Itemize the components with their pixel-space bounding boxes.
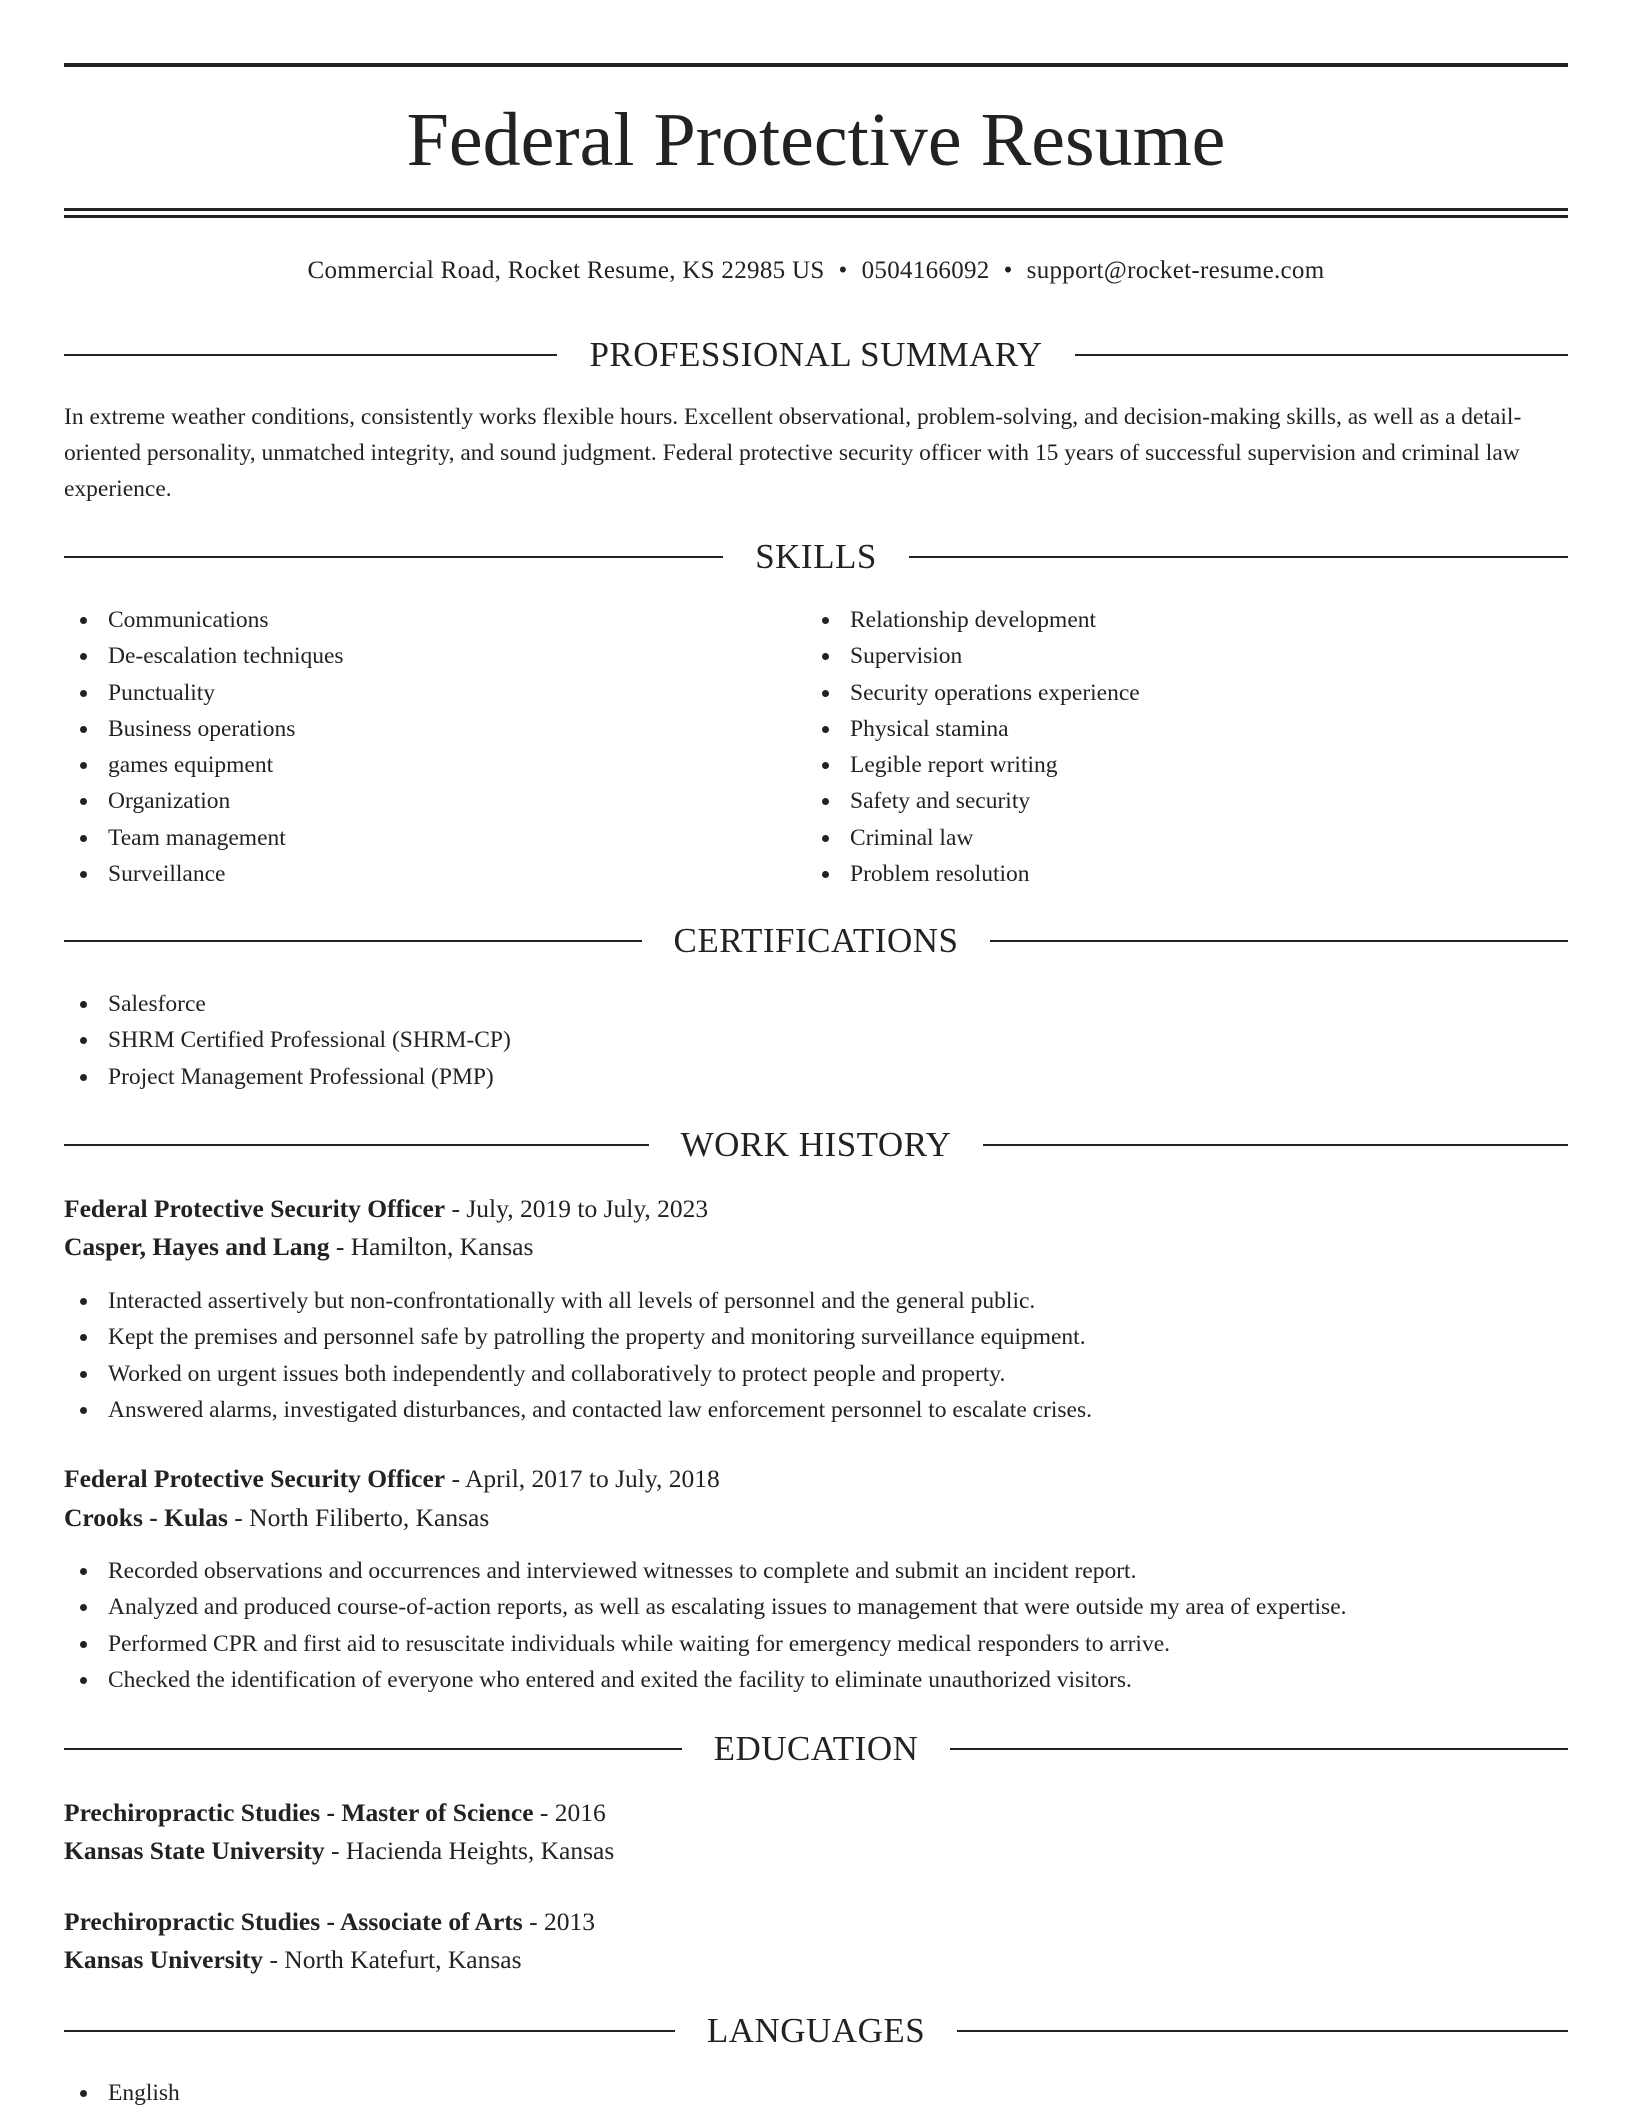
skill-item: Physical stamina [806, 711, 1546, 747]
section-rule [64, 2030, 675, 2032]
section-header-languages [64, 2009, 1568, 2053]
section-header-work [64, 1123, 1568, 1167]
section-rule [64, 940, 642, 942]
section-title: PROFESSIONAL SUMMARY [589, 335, 1043, 374]
job-title: Federal Protective Security Officer [64, 1194, 446, 1223]
skills-list-left [64, 602, 804, 892]
job-dates: - July, 2019 to July, 2023 [445, 1194, 709, 1223]
education-school-line [64, 1941, 1568, 1979]
job-bullet: Checked the identification of everyone who entered and exited the facility to eliminate unauthorized visitors. [64, 1662, 1568, 1698]
education-degree: Prechiropractic Studies - Associate of Arts [64, 1907, 523, 1936]
education-degree: Prechiropractic Studies - Master of Science [64, 1798, 534, 1827]
education-school: Kansas University [64, 1945, 264, 1974]
section-title: EDUCATION [713, 1729, 919, 1768]
education-year: - 2013 [522, 1907, 595, 1936]
section-rule [1075, 354, 1568, 356]
skill-item: Team management [64, 820, 804, 856]
job-dates: - April, 2017 to July, 2018 [445, 1464, 720, 1493]
summary-text: In extreme weather conditions, consistently works flexible hours. Excellent observational, problem-solving, and decision-making skills, as well as a detail-oriented personality, unmatched integrity, and sound judgment. Federal protective security officer with 15 years of successful supervision and criminal law experience. [64, 404, 1522, 502]
contact-separator: • [1003, 257, 1013, 284]
job-bullet: Interacted assertively but non-confrontationally with all levels of personnel and the general public. [64, 1283, 1568, 1319]
skill-item: Criminal law [806, 820, 1546, 856]
education-year: - 2016 [533, 1798, 606, 1827]
job-bullet: Performed CPR and first aid to resuscitate individuals while waiting for emergency medical responders to arrive. [64, 1626, 1568, 1662]
job-bullets [64, 1283, 1568, 1428]
certification-item: SHRM Certified Professional (SHRM-CP) [64, 1022, 1568, 1058]
section-header-certifications [64, 919, 1568, 963]
section-rule [983, 1144, 1568, 1146]
section-header-skills [64, 535, 1568, 579]
section-rule [990, 940, 1568, 942]
contact-email: support@rocket-resume.com [1026, 257, 1325, 284]
education-school-line [64, 1832, 1568, 1870]
section-title: CERTIFICATIONS [673, 921, 959, 960]
skill-item: Business operations [64, 711, 804, 747]
contact-line [64, 254, 1568, 288]
skill-item: Organization [64, 783, 804, 819]
job-bullets [64, 1553, 1568, 1698]
skill-item: Safety and security [806, 783, 1546, 819]
section-rule [64, 1748, 682, 1750]
job-title: Federal Protective Security Officer [64, 1464, 446, 1493]
job-company: Crooks - Kulas [64, 1503, 228, 1532]
job-company-line [64, 1228, 1568, 1266]
skill-item: Supervision [806, 638, 1546, 674]
job-bullet: Worked on urgent issues both independently and collaboratively to protect people and property. [64, 1356, 1568, 1392]
job-location: - Hamilton, Kansas [329, 1232, 534, 1261]
skill-item: Legible report writing [806, 747, 1546, 783]
section-rule [64, 354, 557, 356]
education-location: - North Katefurt, Kansas [263, 1945, 522, 1974]
section-rule [64, 1144, 649, 1146]
job-bullet: Recorded observations and occurrences and interviewed witnesses to complete and submit an incident report. [64, 1553, 1568, 1589]
certification-item: Salesforce [64, 986, 1568, 1022]
header-top-rule [64, 63, 1568, 67]
header-rule-1 [64, 208, 1568, 211]
skill-item: Surveillance [64, 856, 804, 892]
skill-item: De-escalation techniques [64, 638, 804, 674]
section-rule [909, 556, 1568, 558]
job-company: Casper, Hayes and Lang [64, 1232, 330, 1261]
job-bullet: Analyzed and produced course-of-action reports, as well as escalating issues to management that were outside my area of expertise. [64, 1589, 1568, 1625]
section-header-education [64, 1727, 1568, 1771]
education-degree-line [64, 1794, 1568, 1832]
education-degree-line [64, 1903, 1568, 1941]
certification-item: Project Management Professional (PMP) [64, 1059, 1568, 1095]
contact-address: Commercial Road, Rocket Resume, KS 22985 US [307, 257, 825, 284]
certifications-list [64, 986, 1568, 1095]
languages-list [64, 2075, 1568, 2111]
job-bullet: Kept the premises and personnel safe by patrolling the property and monitoring surveillance equipment. [64, 1319, 1568, 1355]
section-title: LANGUAGES [706, 2011, 926, 2050]
skill-item: Security operations experience [806, 675, 1546, 711]
skill-item: Communications [64, 602, 804, 638]
contact-separator: • [838, 257, 848, 284]
education-location: - Hacienda Heights, Kansas [324, 1836, 615, 1865]
job-company-line [64, 1499, 1568, 1537]
job-location: - North Filiberto, Kansas [227, 1503, 490, 1532]
skill-item: games equipment [64, 747, 804, 783]
section-rule [950, 1748, 1568, 1750]
skills-list-right [806, 602, 1546, 892]
section-title: SKILLS [755, 537, 877, 576]
skill-item: Relationship development [806, 602, 1546, 638]
education-school: Kansas State University [64, 1836, 325, 1865]
job-title-line [64, 1460, 1568, 1498]
header-rule-2 [64, 215, 1568, 218]
skill-item: Punctuality [64, 675, 804, 711]
section-header-summary [64, 333, 1568, 377]
section-rule [64, 556, 723, 558]
section-rule [957, 2030, 1568, 2032]
language-item: English [64, 2075, 1568, 2111]
skill-item: Problem resolution [806, 856, 1546, 892]
resume-title: Federal Protective Resume [406, 98, 1226, 182]
job-bullet: Answered alarms, investigated disturbances, and contacted law enforcement personnel to escalate crises. [64, 1392, 1568, 1428]
contact-phone: 0504166092 [861, 257, 990, 284]
section-title: WORK HISTORY [680, 1125, 952, 1164]
job-title-line [64, 1190, 1568, 1228]
